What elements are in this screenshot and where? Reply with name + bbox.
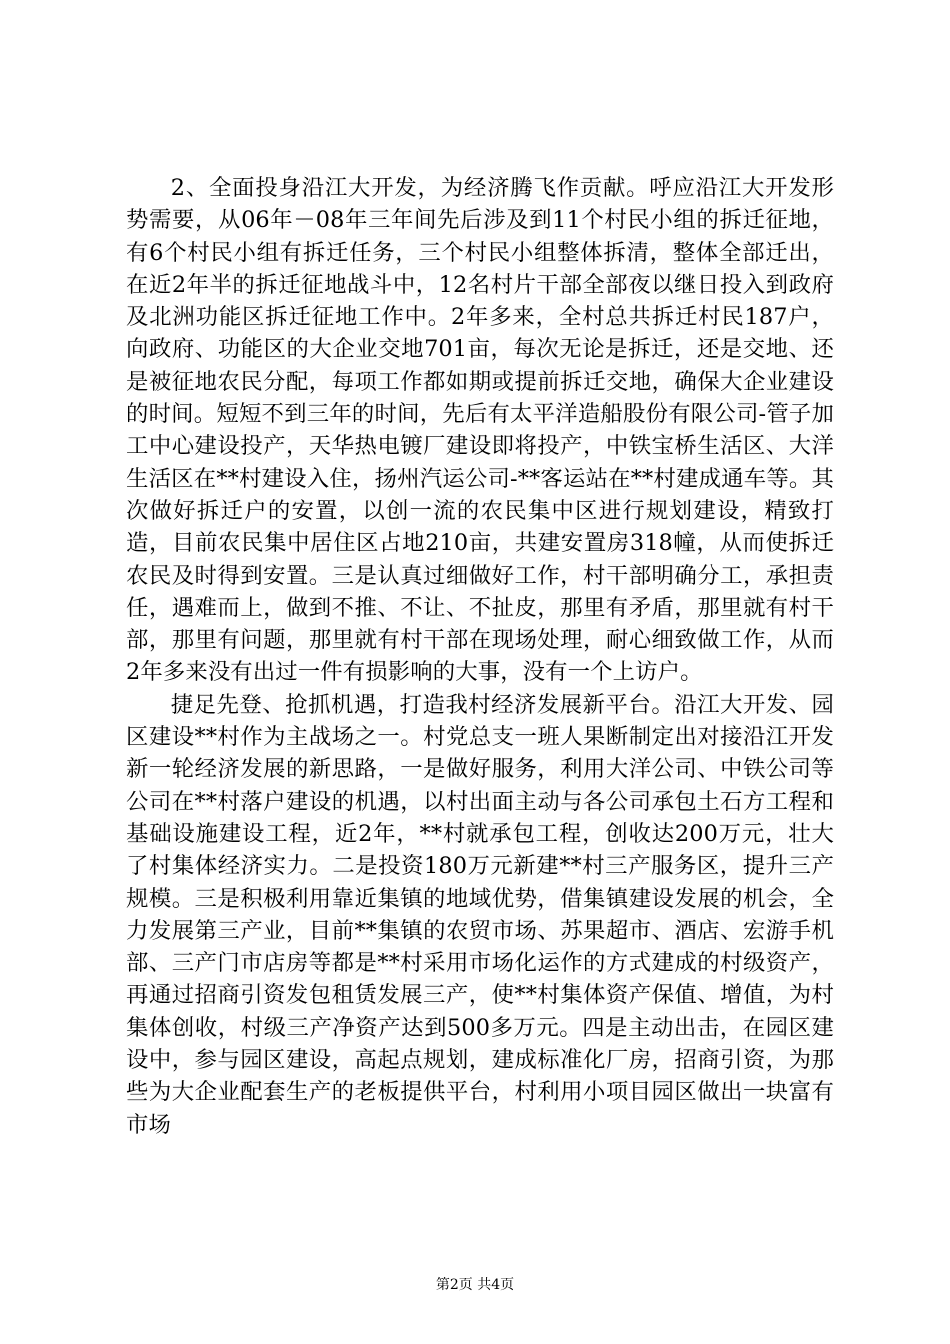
paragraph-relocation: 2、全面投身沿江大开发，为经济腾飞作贡献。呼应沿江大开发形势需要，从06年－08年三年间先后涉及到11个村民小组的拆迁征地，有6个村民小组有拆迁任务，三个村民小组整体拆清，整体全部迁出，在近2年半的拆迁征地战斗中，12名村片干部全部夜以继日投入到政府及北洲功能区拆迁征地工作中。2年多来，全村总共拆迁村民187户，向政府、功能区的大企业交地701亩，每次无论是拆迁，还是交地、还是被征地农民分配，每项工作都如期或提前拆迁交地，确保大企业建设的时间。短短不到三年的时间，先后有太平洋造船股份有限公司-管子加工中心建设投产，天华热电镀厂建设即将投产，中铁宝桥生活区、大洋生活区在**村建设入住，扬州汽运公司-**客运站在**村建成通车等。其次做好拆迁户的安置，以创一流的农民集中区进行规划建设，精致打造，目前农民集中居住区占地210亩，共建安置房318幢，从而使拆迁农民及时得到安置。三是认真过细做好工作，村干部明确分工，承担责任，遇难而上，做到不推、不让、不扯皮，那里有矛盾，那里就有村干部，那里有问题，那里就有村干部在现场处理，耐心细致做工作，从而2年多来没有出过一件有损影响的大事，没有一个上访户。 — [126, 175, 834, 686]
page-number-footer: 第2页 共4页 — [435, 1277, 515, 1293]
document-body — [126, 172, 834, 1141]
paragraph-opportunity: 捷足先登、抢抓机遇，打造我村经济发展新平台。沿江大开发、园区建设**村作为主战场之一。村党总支一班人果断制定出对接沿江开发新一轮经济发展的新思路，一是做好服务，利用大洋公司、中铁公司等公司在**村落户建设的机遇，以村出面主动与各公司承包土石方工程和基础设施建设工程，近2年，**村就承包工程，创收达200万元，壮大了村集体经济实力。二是投资180万元新建**村三产服务区，提升三产规模。三是积极利用靠近集镇的地域优势，借集镇建设发展的机会，全力发展第三产业，目前**集镇的农贸市场、苏果超市、酒店、宏游手机部、三产门市店房等都是**村采用市场化运作的方式建成的村级资产，再通过招商引资发包租赁发展三产，使**村集体资产保值、增值，为村集体创收，村级三产净资产达到500多万元。四是主动出击，在园区建设中，参与园区建设，高起点规划，建成标准化厂房，招商引资，为那些为大企业配套生产的老板提供平台，村利用小项目园区做出一块富有市场 — [126, 691, 834, 1138]
